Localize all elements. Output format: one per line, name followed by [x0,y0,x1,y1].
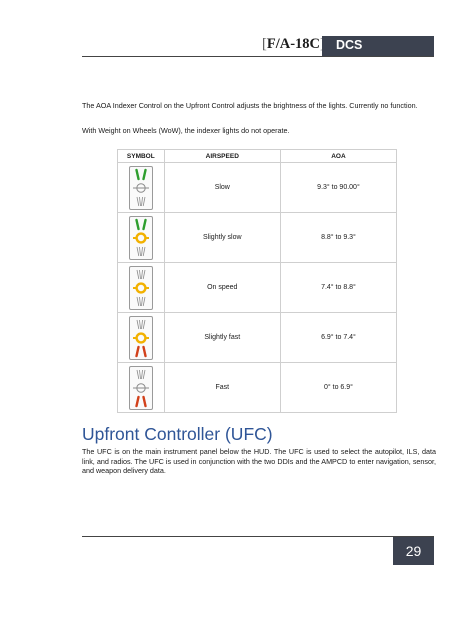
aoa-cell: 8.8° to 9.3° [280,213,396,263]
table-row [118,263,397,313]
airspeed-cell: On speed [164,263,280,313]
header-bracket-open: [ [262,36,267,52]
intro-paragraph-2: With Weight on Wheels (WoW), the indexer lights do not operate. [82,126,290,135]
header-aoa: AOA [280,150,396,163]
header-symbol: SYMBOL [118,150,165,163]
airspeed-cell: Slightly slow [164,213,280,263]
fast-indexer-icon [129,366,153,410]
table-row [118,213,397,263]
aoa-indexer-table [117,149,397,413]
slightly-fast-indexer-icon [129,316,153,360]
table-header-row [118,150,397,163]
airspeed-cell: Slow [164,163,280,213]
intro-paragraph-1: The AOA Indexer Control on the Upfront Control adjusts the brightness of the lights. Currently no function. [82,101,418,110]
aoa-cell: 0° to 6.9° [280,363,396,413]
on-speed-indexer-icon [129,266,153,310]
document-header-title [262,36,325,53]
airspeed-cell: Slightly fast [164,313,280,363]
table-row [118,163,397,213]
aoa-cell: 6.9° to 7.4° [280,313,396,363]
header-aircraft: F/A-18C [266,36,321,52]
table-row [118,313,397,363]
symbol-cell [118,363,165,413]
section-title-ufc: Upfront Controller (UFC) [82,424,273,444]
symbol-cell [118,263,165,313]
symbol-cell [118,163,165,213]
header-product-label: DCS [336,38,363,52]
page-number: 29 [405,543,422,559]
aoa-cell: 7.4° to 8.8° [280,263,396,313]
symbol-cell [118,213,165,263]
aoa-cell: 9.3° to 90.00° [280,163,396,213]
footer-rule [82,536,434,537]
slightly-slow-indexer-icon [129,216,153,260]
airspeed-cell: Fast [164,363,280,413]
slow-indexer-icon [129,166,153,210]
header-rule [82,56,434,57]
header-airspeed: AIRSPEED [164,150,280,163]
ufc-paragraph: The UFC is on the main instrument panel below the HUD. The UFC is used to select the autopilot, ILS, data link, and radios. The UFC is used in conjunction with the two DDIs and the AMPCD to enter navigation, sensor, and weapon delivery data. [82,447,436,475]
table-row [118,363,397,413]
symbol-cell [118,313,165,363]
